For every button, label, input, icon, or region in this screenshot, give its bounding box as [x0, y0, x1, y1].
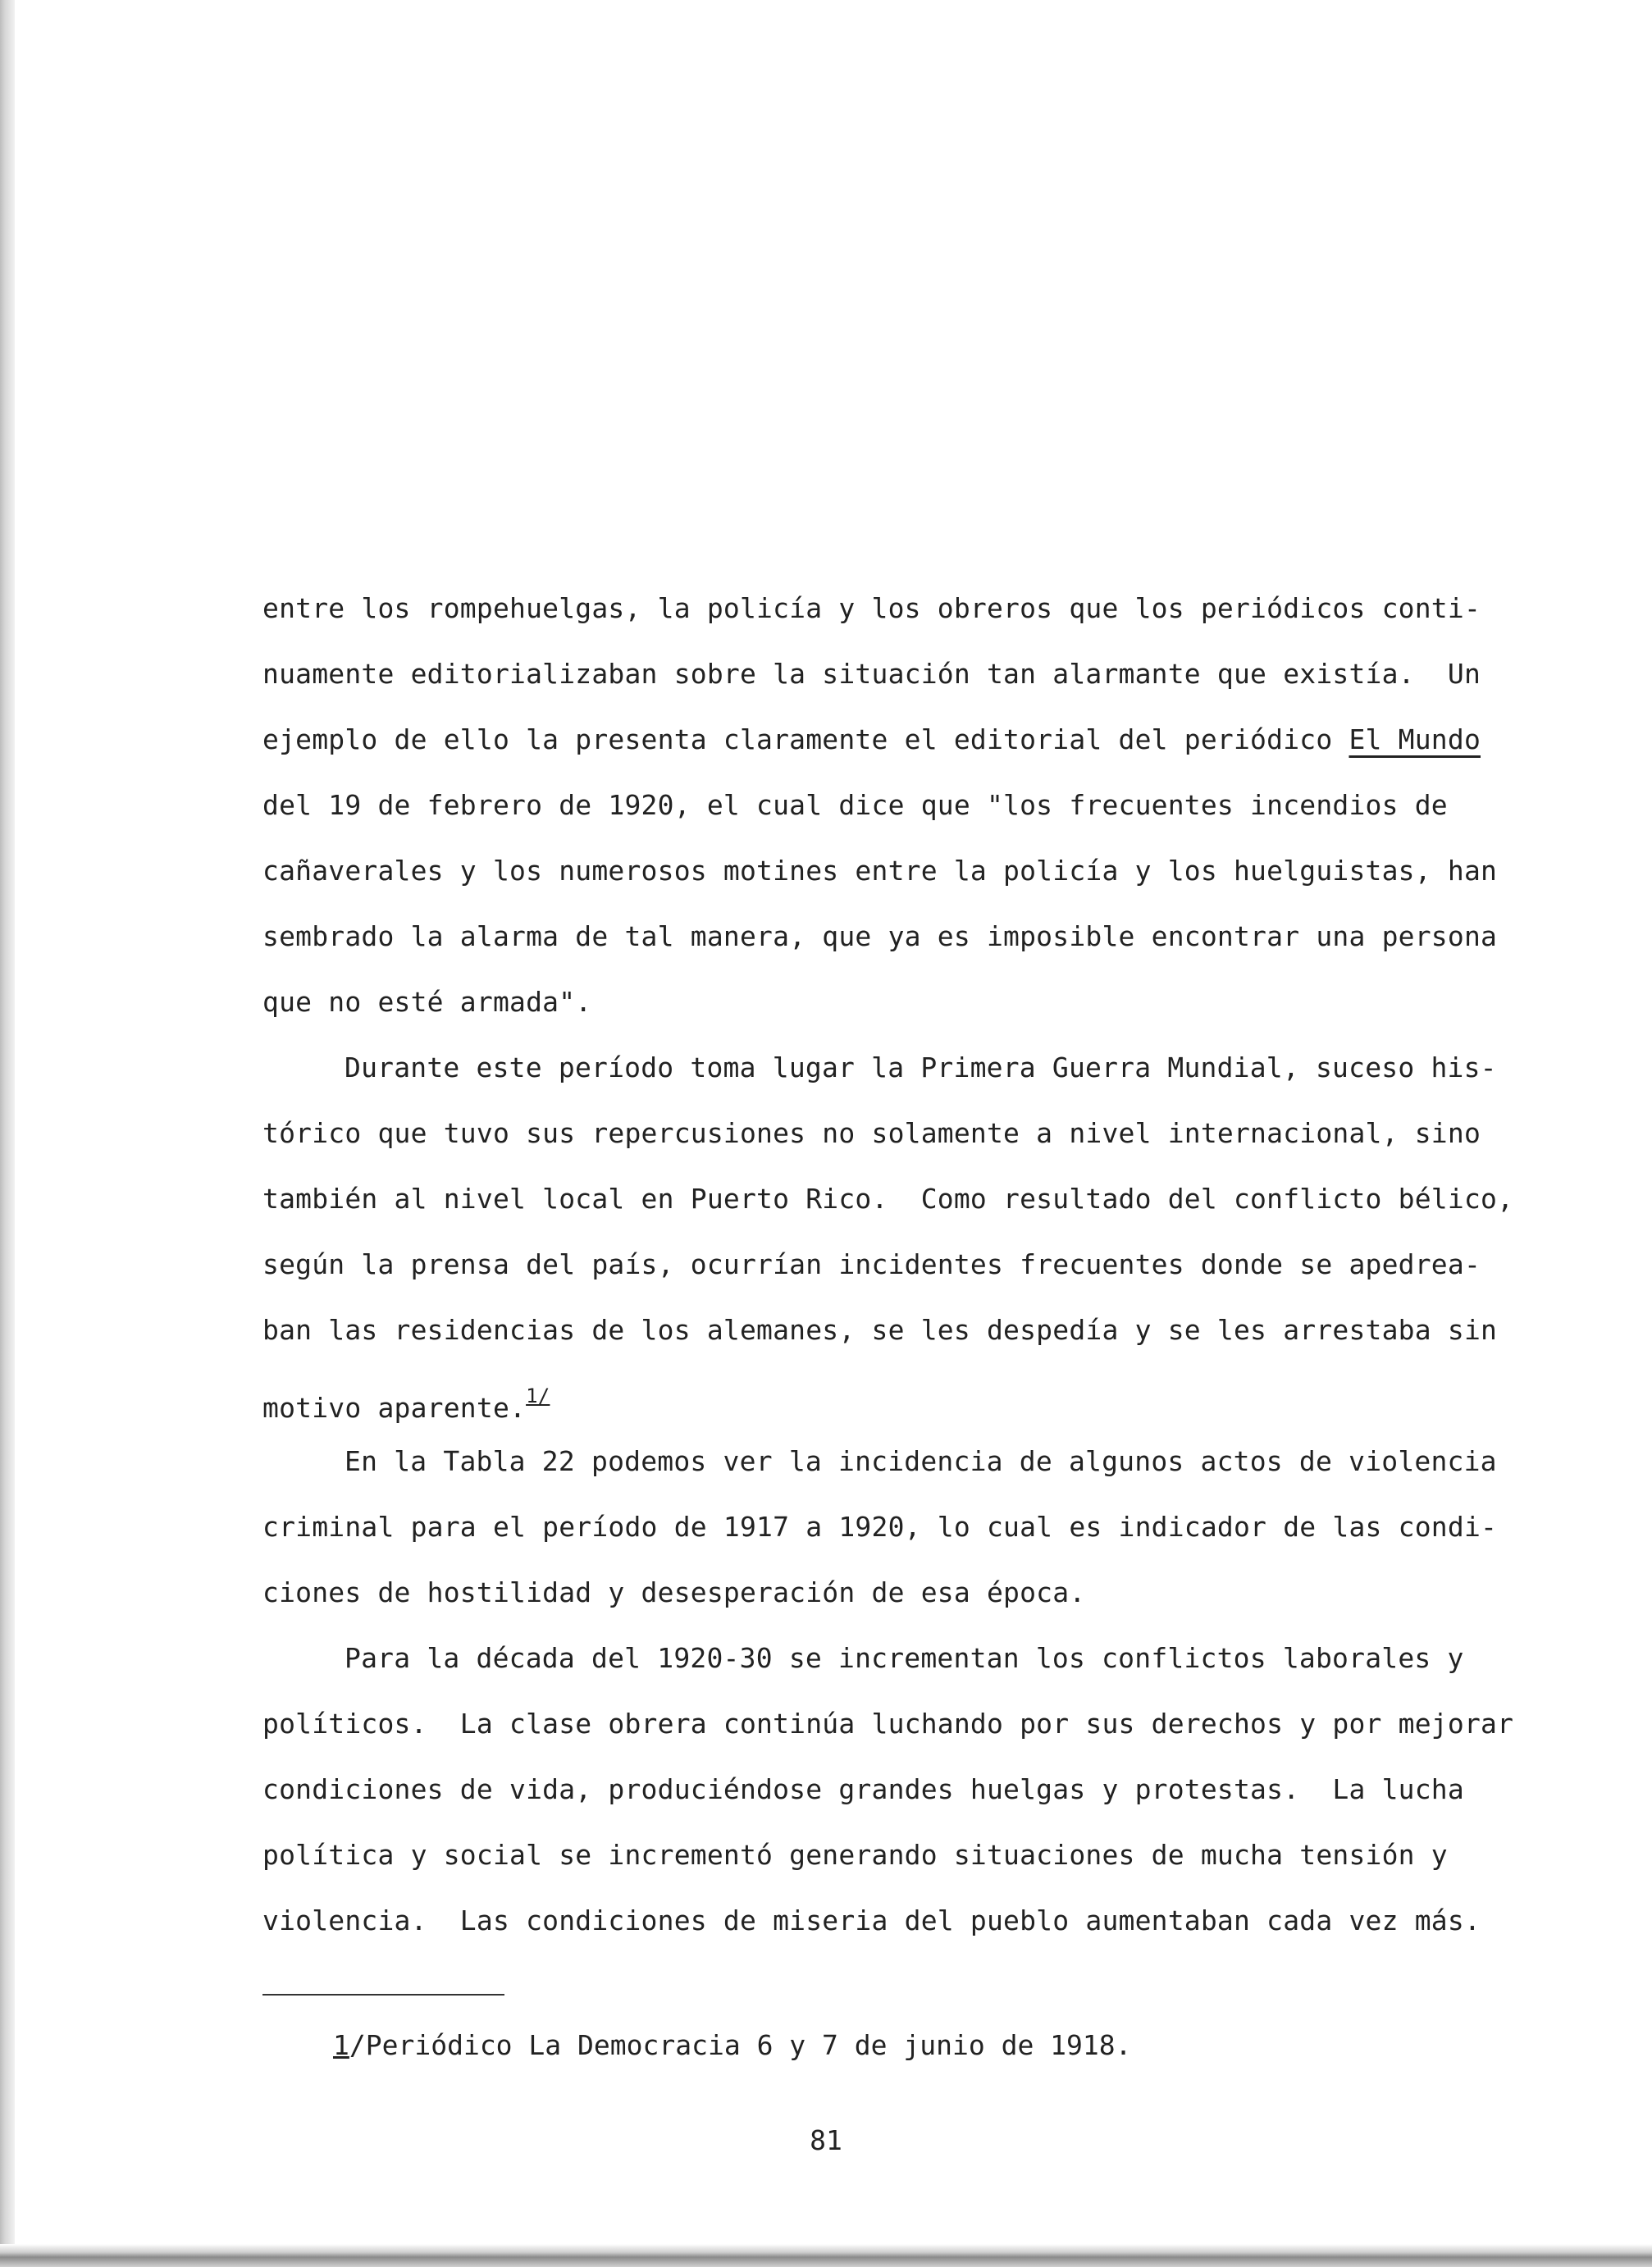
- text-line: [262, 1363, 1468, 1429]
- text-line: En la Tabla 22 podemos ver la incidencia de algunos actos de violencia: [345, 1445, 1497, 1477]
- text-span: motivo aparente.: [262, 1392, 527, 1424]
- text-line: [262, 707, 1481, 773]
- text-line: políticos. La clase obrera continúa luchando por sus derechos y por mejorar: [262, 1708, 1514, 1740]
- text-line: criminal para el período de 1917 a 1920, lo cual es indicador de las condi-: [262, 1511, 1498, 1543]
- footnote-reference: 1/: [526, 1384, 550, 1407]
- text-line: ban las residencias de los alemanes, se les despedía y se les arrestaba sin: [262, 1314, 1498, 1346]
- paragraph-4: [262, 1626, 1514, 1954]
- text-line: ciones de hostilidad y desesperación de esa época.: [262, 1576, 1086, 1608]
- footnote-text: /Periódico La Democracia 6 y 7 de junio de 1918.: [349, 2029, 1132, 2061]
- text-line: tórico que tuvo sus repercusiones no solamente a nivel internacional, sino: [262, 1117, 1481, 1149]
- text-line: política y social se incrementó generando situaciones de mucha tensión y: [262, 1839, 1448, 1871]
- page-number: 81: [810, 2124, 842, 2156]
- footnote-mark: 1: [333, 2029, 349, 2061]
- text-line: Para la década del 1920-30 se incrementan los conflictos laborales y: [345, 1642, 1464, 1674]
- text-line: del 19 de febrero de 1920, el cual dice que "los frecuentes incendios de: [262, 789, 1448, 821]
- text-line: Durante este período toma lugar la Primera Guerra Mundial, suceso his-: [345, 1051, 1497, 1083]
- text-line: también al nivel local en Puerto Rico. Como resultado del conflicto bélico,: [262, 1183, 1514, 1215]
- text-span: ejemplo de ello la presenta claramente el editorial del periódico: [262, 723, 1349, 755]
- text-line: violencia. Las condiciones de miseria del pueblo aumentaban cada vez más.: [262, 1904, 1481, 1936]
- text-line: según la prensa del país, ocurrían incidentes frecuentes donde se apedrea-: [262, 1248, 1481, 1280]
- footnote: [333, 2023, 1132, 2069]
- scan-bottom-edge: [0, 2244, 1652, 2267]
- body-text: [262, 576, 1514, 1954]
- paragraph-3: [262, 1429, 1498, 1626]
- text-line: que no esté armada".: [262, 986, 592, 1018]
- paragraph-1: [262, 576, 1498, 1035]
- text-line: cañaverales y los numerosos motines entre la policía y los huelguistas, han: [262, 855, 1498, 887]
- footnote-divider: [262, 1994, 504, 1996]
- paragraph-2: [262, 1035, 1514, 1429]
- scan-left-edge: [0, 0, 15, 2267]
- text-line: nuamente editorializaban sobre la situación tan alarmante que existía. Un: [262, 658, 1481, 690]
- text-line: entre los rompehuelgas, la policía y los obreros que los periódicos conti-: [262, 592, 1481, 624]
- newspaper-title: El Mundo: [1349, 723, 1481, 755]
- text-line: condiciones de vida, produciéndose grandes huelgas y protestas. La lucha: [262, 1773, 1464, 1805]
- text-line: sembrado la alarma de tal manera, que ya es imposible encontrar una persona: [262, 920, 1498, 952]
